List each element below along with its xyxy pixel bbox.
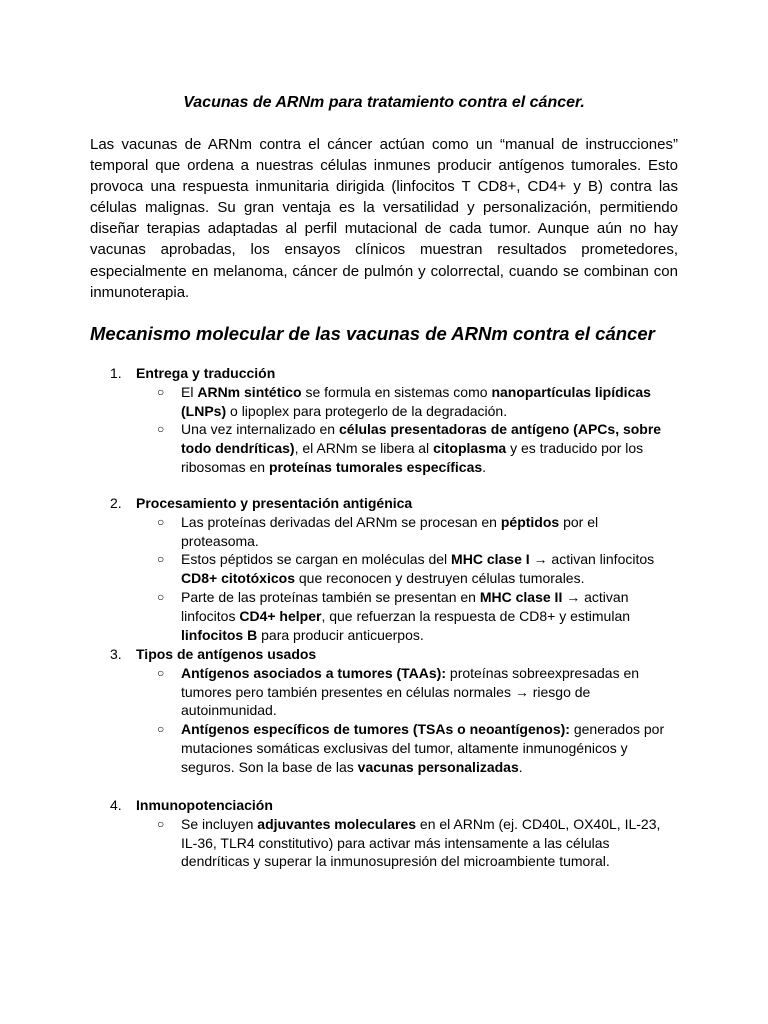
hollow-circle-bullet-icon: ○	[157, 422, 165, 437]
bold-run: citoplasma	[433, 440, 507, 457]
sub-bullet-text	[181, 815, 678, 871]
text-run: Parte de las proteínas también se presentan en	[181, 588, 480, 605]
sub-bullet-list	[0, 664, 768, 777]
text-run: y es traducido por los ribosomas en	[181, 440, 644, 475]
text-run: que reconocen y destruyen células tumorales.	[294, 570, 585, 587]
text-run: Una vez internalizado en	[181, 421, 339, 438]
sub-bullet-text	[181, 420, 678, 476]
bold-run: células presentadoras de antígeno (APCs, sobre todo dendríticas)	[181, 421, 662, 457]
text-run: se formula en sistemas como	[301, 383, 492, 400]
sub-bullet-list	[0, 513, 768, 645]
text-run: .	[482, 458, 487, 475]
text-run: .	[518, 758, 523, 775]
hollow-circle-bullet-icon: ○	[157, 722, 165, 737]
list-item-title: Entrega y traducción	[136, 365, 276, 381]
list-item-title: Tipos de antígenos usados	[136, 646, 317, 662]
sub-bullet	[0, 815, 768, 871]
list-item-number: 3.	[110, 646, 122, 662]
bold-run: Antígenos asociados a tumores (TAAs):	[181, 664, 447, 681]
hollow-circle-bullet-icon: ○	[157, 589, 165, 604]
bold-run: nanopartículas lipídicas (LNPs)	[181, 383, 651, 419]
sub-bullet-text	[181, 383, 678, 421]
sub-bullet	[0, 664, 768, 720]
hollow-circle-bullet-icon: ○	[157, 665, 165, 680]
bold-run: MHC clase II	[479, 588, 563, 605]
sub-bullet-text	[181, 513, 678, 551]
list-item-title: Procesamiento y presentación antigénica	[136, 495, 413, 511]
sub-bullet-text	[181, 588, 678, 644]
text-run: proteínas sobreexpresadas en tumores pero también presentes en células normales → riesgo de autoinmunidad.	[181, 664, 640, 719]
text-run: , el ARNm se libera al	[294, 440, 434, 457]
text-run: El	[181, 383, 198, 400]
sub-bullet	[0, 513, 768, 551]
list-item-title: Inmunopotenciación	[136, 797, 273, 813]
sub-bullet-text	[181, 550, 678, 588]
text-run: en el ARNm (ej. CD40L, OX40L, IL-23, IL-36, TLR4 constitutivo) para activar más intensamente a las células dendríticas y superar la inmunosupresión del microambiente tumoral.	[181, 815, 661, 870]
section-heading: Mecanismo molecular de las vacunas de ARNm contra el cáncer	[90, 323, 655, 344]
text-run: → activan linfocitos	[529, 551, 655, 568]
bold-run: Antígenos específicos de tumores (TSAs o neoantígenos):	[181, 721, 570, 738]
text-run: para producir anticuerpos.	[257, 626, 424, 643]
text-run: → activan linfocitos	[181, 588, 629, 624]
sub-bullet	[0, 550, 768, 588]
text-run: , que refuerzan la respuesta de CD8+ y estimulan	[321, 607, 631, 624]
sub-bullet	[0, 720, 768, 776]
sub-bullet-text	[181, 664, 678, 720]
sub-bullet	[0, 588, 768, 644]
bold-run: adjuvantes moleculares	[257, 815, 417, 832]
list-item-number: 2.	[110, 495, 122, 511]
bold-run: CD4+ helper	[239, 607, 322, 624]
list-item-number: 4.	[110, 797, 122, 813]
bold-run: péptidos	[500, 513, 560, 530]
sub-bullet-list	[0, 383, 768, 477]
text-run: generados por mutaciones somáticas exclusivas del tumor, altamente inmunogénicos y seguros. Son la base de las	[181, 721, 665, 775]
sub-bullet	[0, 383, 768, 421]
text-run: Las proteínas derivadas del ARNm se procesan en	[181, 513, 501, 530]
document-title: Vacunas de ARNm para tratamiento contra el cáncer.	[183, 94, 585, 111]
bold-run: ARNm sintético	[197, 383, 302, 400]
intro-paragraph: Las vacunas de ARNm contra el cáncer actúan como un “manual de instrucciones” temporal que ordena a nuestras células inmunes producir antígenos tumorales. Esto provoca una respuesta inmunitaria dirigida (linfocitos T CD8+, CD4+ y B) contra las células malignas. Su gran ventaja es la versatilidad y personalización, permitiendo diseñar terapias adaptadas al perfil mutacional de cada tumor. Aunque aún no hay vacunas aprobadas, los ensayos clínicos muestran resultados prometedores, especialmente en melanoma, cáncer de pulmón y colorrectal, cuando se combinan con inmunoterapia.	[90, 136, 678, 301]
sub-bullet-text	[181, 720, 678, 776]
text-run: por el proteasoma.	[181, 513, 599, 549]
bold-run: CD8+ citotóxicos	[181, 570, 295, 587]
bold-run: vacunas personalizadas	[357, 758, 519, 775]
bold-run: proteínas tumorales específicas	[268, 458, 483, 475]
hollow-circle-bullet-icon: ○	[157, 384, 165, 399]
bold-run: MHC clase I	[451, 551, 530, 568]
hollow-circle-bullet-icon: ○	[157, 514, 165, 529]
hollow-circle-bullet-icon: ○	[157, 552, 165, 567]
text-run: o lipoplex para protegerlo de la degradación.	[226, 402, 508, 419]
sub-bullet	[0, 420, 768, 476]
bold-run: linfocitos B	[181, 626, 258, 643]
sub-bullet-list	[0, 815, 768, 871]
text-run: Estos péptidos se cargan en moléculas del	[181, 551, 452, 568]
list-item-number: 1.	[110, 365, 122, 381]
text-run: Se incluyen	[181, 815, 258, 832]
hollow-circle-bullet-icon: ○	[157, 816, 165, 831]
